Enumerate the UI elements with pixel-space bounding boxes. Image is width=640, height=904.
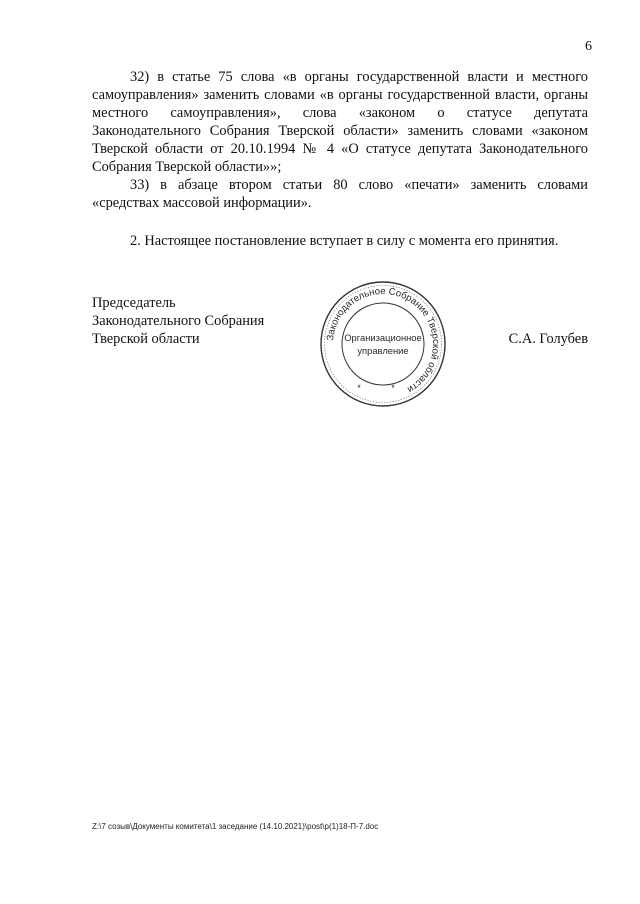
clause-2-paragraph: 2. Настоящее постановление вступает в силу с момента его принятия.: [130, 233, 559, 249]
stamp-outer-text: Законодательное Собрание Тверской области: [325, 285, 442, 395]
stamp-inner-line: управление: [357, 345, 409, 356]
page-number: 6: [585, 39, 592, 54]
item-33-paragraph: 33) в абзаце втором статьи 80 слово «печати» заменить словами «средствах массовой информации».: [92, 177, 588, 211]
item-32-paragraph: 32) в статье 75 слова «в органы государственной власти и местного самоуправления» заменить словами «в органы государственной власти, органы местного самоуправления», слова «законом о статусе депутата Законодательного Собрания Тверской области» заменить словами «законом Тверской области от 20.10.1994 № 4 «О статусе депутата Законодательного Собрания Тверской области»»;: [92, 69, 588, 175]
stamp-inner-ring: [342, 303, 424, 385]
document-body: [92, 68, 588, 250]
signatory-name: С.А. Голубев: [508, 331, 588, 347]
stamp-stars: * *: [357, 383, 409, 393]
signatory-title-block: [92, 294, 264, 348]
stamp-inner-line: Организационное: [344, 332, 422, 343]
footer-file-path: Z:\7 созыв\Документы комитета\1 заседание (14.10.2021)\post\p(1)18-П-7.doc: [92, 822, 379, 831]
signatory-title-line: Тверской области: [92, 331, 200, 347]
stamp-seal-graphic: [318, 279, 448, 409]
official-stamp: [318, 279, 448, 409]
signatory-title-line: Председатель: [92, 295, 176, 311]
signatory-title-line: Законодательного Собрания: [92, 313, 265, 329]
